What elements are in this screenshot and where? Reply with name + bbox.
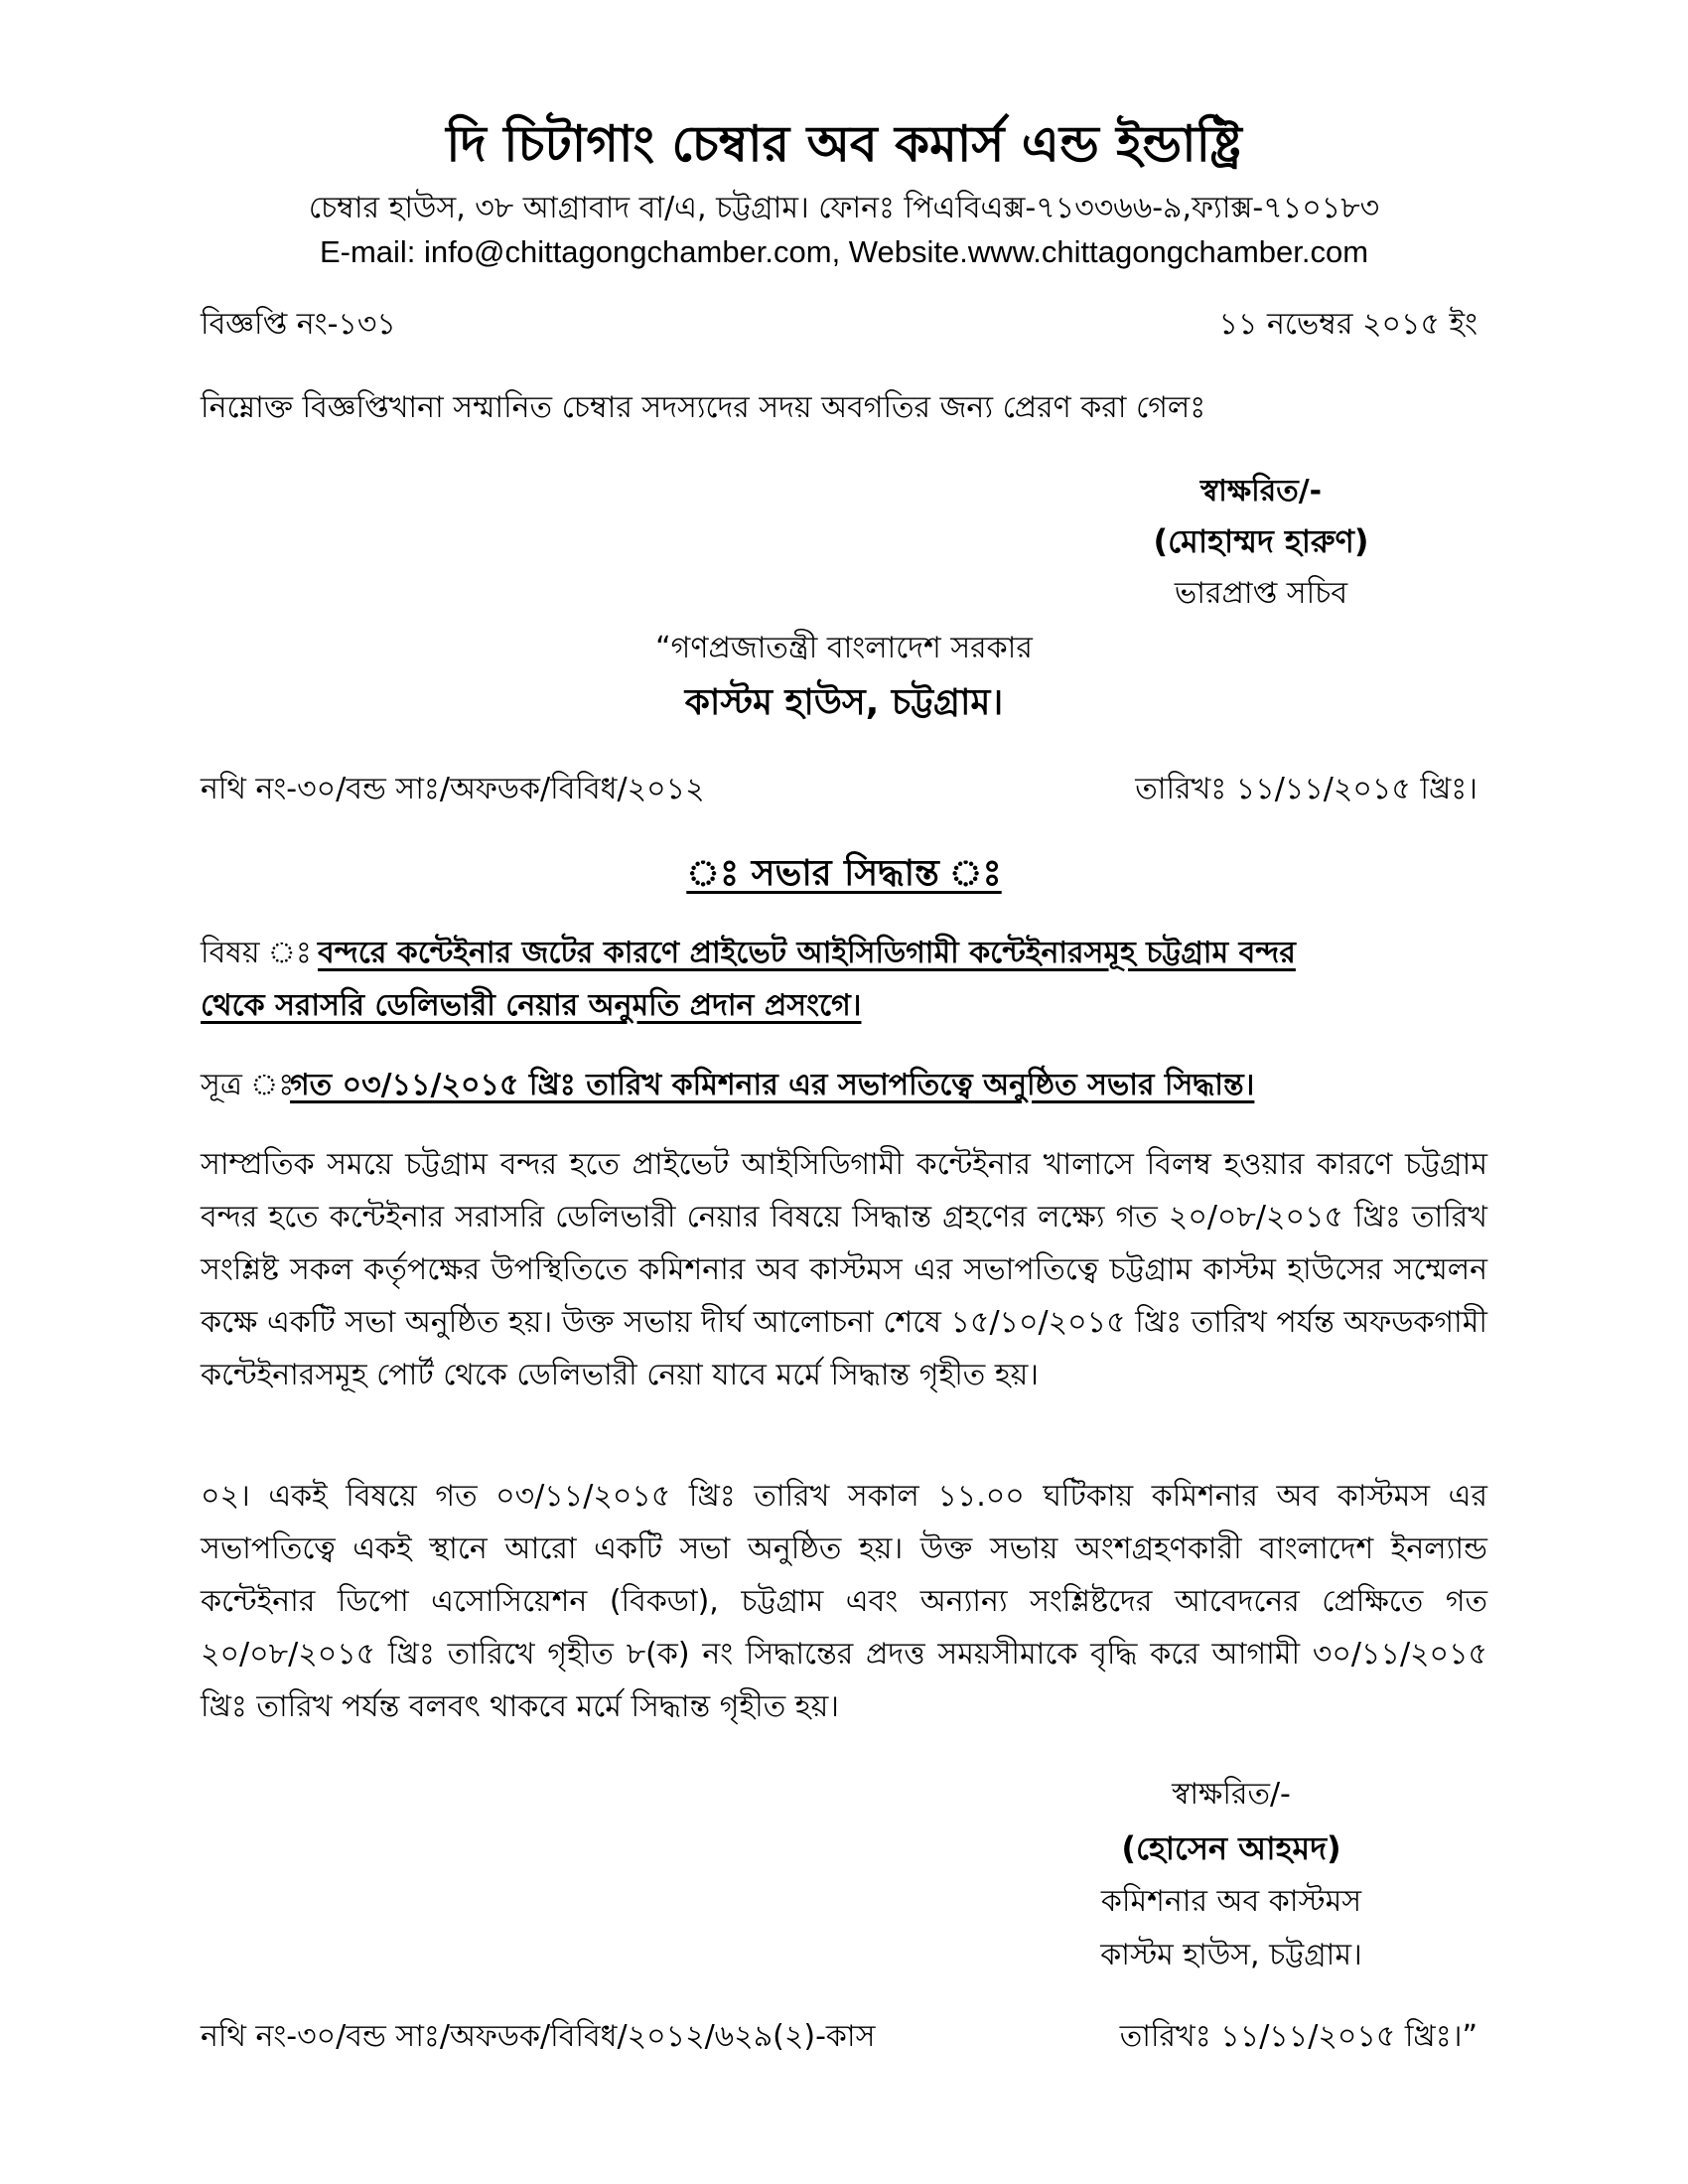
subject-line-2: থেকে সরাসরি ডেলিভারী নেয়ার অনুমতি প্রদান প্রসংগে। [201, 988, 862, 1023]
chamber-signatory-designation: ভারপ্রাপ্ত সচিব [1174, 576, 1348, 611]
subject-label: বিষয় ঃ [201, 936, 312, 970]
body-paragraph-2: ০২। একই বিষয়ে গত ০৩/১১/২০১৫ খ্রিঃ তারিখ সকাল ১১.০০ ঘটিকায় কমিশনার অব কাস্টমস এর সভাপতিত্বে একই স্থানে আরো একটি সভা অনুষ্ঠিত হয়। উক্ত সভায় অংশগ্রহণকারী বাংলাদেশ ইনল্যান্ড কন্টেইনার ডিপো এসোসিয়েশন (বিকডা), চট্টগ্রাম এবং অন্যান্য সংশ্লিষ্টদের আবেদনের প্রেক্ষিতে গত ২০/০৮/২০১৫ খ্রিঃ তারিখে গৃহীত ৮(ক) নং সিদ্ধান্তের প্রদত্ত সময়সীমাকে বৃদ্ধি করে আগামী ৩০/১১/২০১৫ খ্রিঃ তারিখ পর্যন্ত বলবৎ থাকবে মর্মে সিদ্ধান্ত গৃহীত হয়। [201, 1479, 1487, 1724]
customs-signed-label: স্বাক্ষরিত/- [1172, 1777, 1291, 1812]
notice-intro: নিম্নোক্ত বিজ্ঞপ্তিখানা সম্মানিত চেম্বার সদস্যদের সদয় অবগতির জন্য প্রেরণ করা গেলঃ [201, 390, 1206, 425]
file-reference-date: তারিখঃ ১১/১১/২০১৫ খ্রিঃ। [1135, 772, 1477, 806]
reference-text: গত ০৩/১১/২০১৫ খ্রিঃ তারিখ কমিশনার এর সভাপতিত্বে অনুষ্ঠিত সভার সিদ্ধান্ত। [290, 1068, 1255, 1102]
notice-number: বিজ্ঞপ্তি নং-১৩১ [201, 307, 396, 342]
customs-signatory-name: (হোসেন আহমদ) [1121, 1829, 1341, 1867]
customs-signatory-office: কাস্টম হাউস, চট্টগ্রাম। [1100, 1938, 1362, 1972]
subject-line-1: বন্দরে কন্টেইনার জটের কারণে প্রাইভেট আইসিডিগামী কন্টেইনারসমূহ চট্টগ্রাম বন্দর [318, 936, 1296, 970]
reference-label: সূত্র ঃ [201, 1068, 295, 1102]
notice-date: ১১ নভেম্বর ২০১৫ ইং [1218, 307, 1477, 342]
file-reference-number: নথি নং-৩০/বন্ড সাঃ/অফডক/বিবিধ/২০১২ [201, 772, 705, 806]
body-paragraph-1: সাম্প্রতিক সময়ে চট্টগ্রাম বন্দর হতে প্রাইভেট আইসিডিগামী কন্টেইনার খালাসে বিলম্ব হওয়ার কারণে চট্টগ্রাম বন্দর হতে কন্টেইনার সরাসরি ডেলিভারী নেয়ার বিষয়ে সিদ্ধান্ত গ্রহণের লক্ষ্যে গত ২০/০৮/২০১৫ খ্রিঃ তারিখ সংশ্লিষ্ট সকল কর্তৃপক্ষের উপস্থিতিতে কমিশনার অব কাস্টমস এর সভাপতিত্বে চট্টগ্রাম কাস্টম হাউসের সম্মেলন কক্ষে একটি সভা অনুষ্ঠিত হয়। উক্ত সভায় দীর্ঘ আলোচনা শেষে ১৫/১০/২০১৫ খ্রিঃ তারিখ পর্যন্ত অফডকগামী কন্টেইনারসমূহ পোর্ট থেকে ডেলিভারী নেয়া যাবে মর্মে সিদ্ধান্ত গৃহীত হয়। [201, 1147, 1487, 1392]
customs-signatory-designation: কমিশনার অব কাস্টমস [1100, 1884, 1362, 1919]
footer-reference-number: নথি নং-৩০/বন্ড সাঃ/অফডক/বিবিধ/২০১২/৬২৯(২)-কাস [201, 2019, 876, 2054]
letterhead-title: দি চিটাগাং চেম্বার অব কমার্স এন্ড ইন্ডাষ্ট্রি [446, 115, 1242, 173]
section-heading: ঃ সভার সিদ্ধান্ত ঃ [686, 853, 1002, 894]
govt-header-line1: “গণপ্রজাতন্ত্রী বাংলাদেশ সরকার [655, 631, 1033, 665]
chamber-signatory-name: (মোহাম্মদ হারুণ) [1153, 522, 1369, 560]
govt-header-line2: কাস্টম হাউস, চট্টগ্রাম। [684, 682, 1004, 723]
footer-reference-date: তারিখঃ ১১/১১/২০১৫ খ্রিঃ।” [1119, 2019, 1477, 2054]
letterhead-address: চেম্বার হাউস, ৩৮ আগ্রাবাদ বা/এ, চট্টগ্রাম। ফোনঃ পিএবিএক্স-৭১৩৩৬৬-৯,ফ্যাক্স-৭১০১৮৩ [308, 191, 1380, 225]
letterhead-contact: E-mail: info@chittagongchamber.com, Website.www.chittagongchamber.com [319, 234, 1369, 269]
chamber-signed-label: স্বাক্ষরিত/- [1199, 474, 1323, 509]
